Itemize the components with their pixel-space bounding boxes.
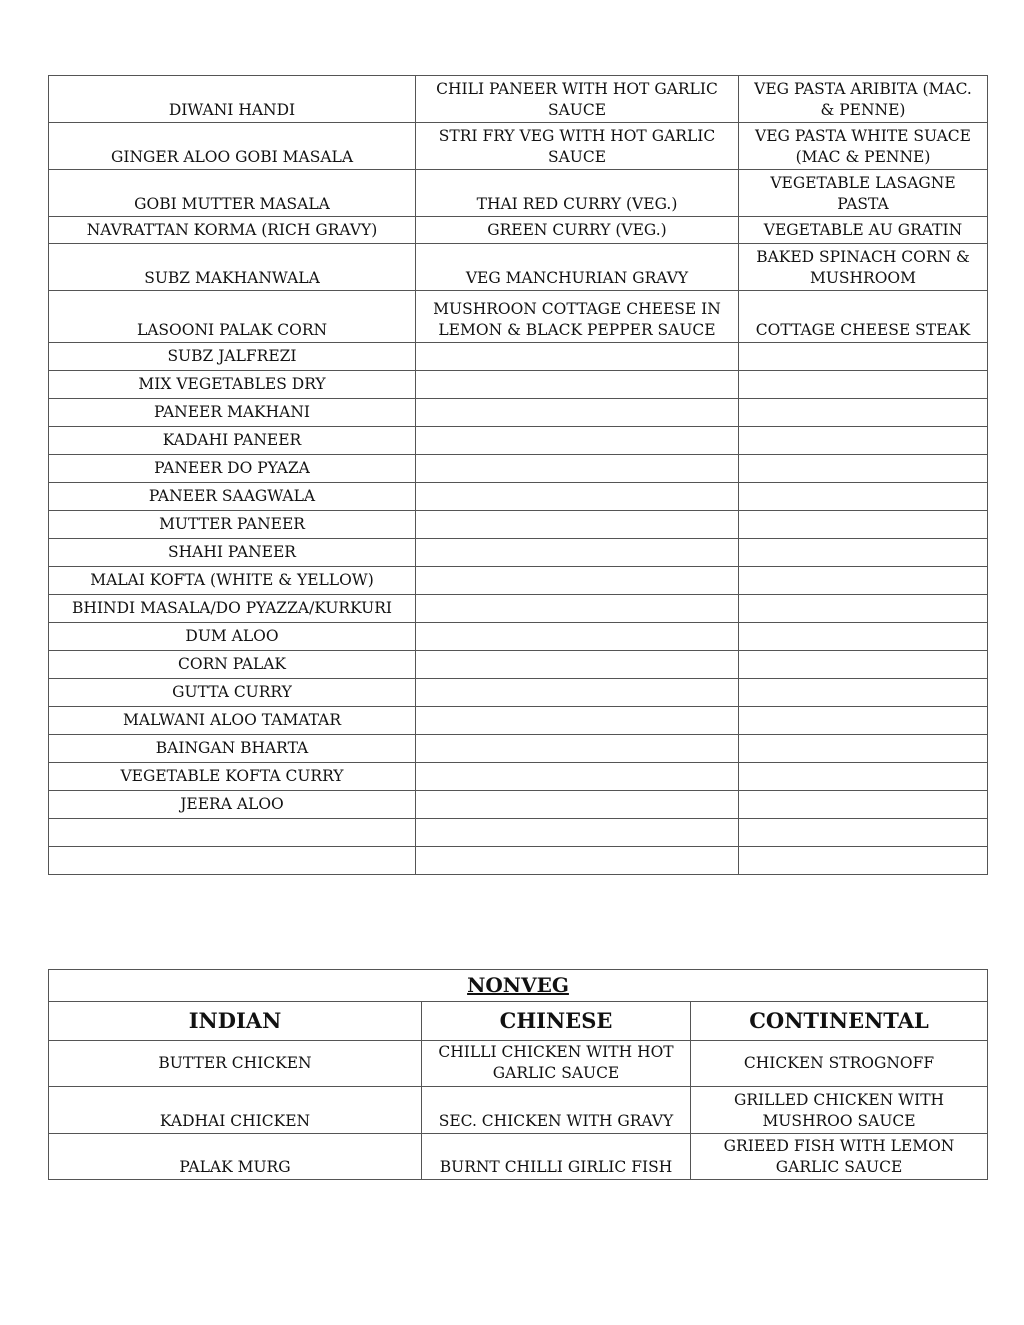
chinese-dish: MUSHROON COTTAGE CHEESE IN LEMON & BLACK PEPPER SAUCE: [416, 291, 739, 343]
table-row: [49, 76, 988, 123]
indian-dish: SUBZ MAKHANWALA: [49, 244, 416, 291]
continental-dish: VEG PASTA WHITE SUACE (MAC & PENNE): [739, 123, 988, 170]
continental-dish: [739, 371, 988, 399]
table-row: [49, 707, 988, 735]
continental-dish: BAKED SPINACH CORN & MUSHROOM: [739, 244, 988, 291]
table-row: [49, 1041, 988, 1087]
chinese-dish: [416, 679, 739, 707]
table-row: [49, 791, 988, 819]
continental-dish: [739, 679, 988, 707]
indian-dish: PANEER MAKHANI: [49, 399, 416, 427]
indian-dish: BHINDI MASALA/DO PYAZZA/KURKURI: [49, 595, 416, 623]
continental-dish: [739, 483, 988, 511]
indian-dish: BUTTER CHICKEN: [49, 1041, 422, 1087]
indian-dish: DUM ALOO: [49, 623, 416, 651]
chinese-dish: [416, 483, 739, 511]
chinese-dish: [416, 707, 739, 735]
chinese-dish: [416, 819, 739, 847]
indian-dish: MUTTER PANEER: [49, 511, 416, 539]
chinese-dish: VEG MANCHURIAN GRAVY: [416, 244, 739, 291]
chinese-dish: [416, 343, 739, 371]
continental-dish: GRIEED FISH WITH LEMON GARLIC SAUCE: [691, 1134, 988, 1180]
chinese-dish: THAI RED CURRY (VEG.): [416, 170, 739, 217]
indian-dish: MALAI KOFTA (WHITE & YELLOW): [49, 567, 416, 595]
table-row: [49, 170, 988, 217]
table-row: [49, 291, 988, 343]
chinese-dish: CHILLI CHICKEN WITH HOT GARLIC SAUCE: [422, 1041, 691, 1087]
continental-dish: VEG PASTA ARIBITA (MAC. & PENNE): [739, 76, 988, 123]
indian-dish: LASOONI PALAK CORN: [49, 291, 416, 343]
continental-dish: GRILLED CHICKEN WITH MUSHROO SAUCE: [691, 1087, 988, 1134]
continental-dish: [739, 427, 988, 455]
veg-menu-table: [48, 75, 988, 875]
indian-dish: SUBZ JALFREZI: [49, 343, 416, 371]
table-row: [49, 244, 988, 291]
continental-dish: [739, 791, 988, 819]
nonveg-title: NONVEG: [49, 970, 988, 1002]
continental-dish: [739, 595, 988, 623]
continental-dish: [739, 511, 988, 539]
table-row: [49, 427, 988, 455]
indian-dish: GINGER ALOO GOBI MASALA: [49, 123, 416, 170]
table-row: [49, 1134, 988, 1180]
continental-dish: [739, 763, 988, 791]
header-chinese: CHINESE: [422, 1002, 691, 1041]
table-row: [49, 371, 988, 399]
table-row: [49, 679, 988, 707]
nonveg-menu-table: [48, 969, 988, 1180]
continental-dish: [739, 651, 988, 679]
table-row: [49, 483, 988, 511]
header-continental: CONTINENTAL: [691, 1002, 988, 1041]
table-row: [49, 399, 988, 427]
indian-dish: DIWANI HANDI: [49, 76, 416, 123]
continental-dish: [739, 623, 988, 651]
continental-dish: CHICKEN STROGNOFF: [691, 1041, 988, 1087]
indian-dish: VEGETABLE KOFTA CURRY: [49, 763, 416, 791]
chinese-dish: [416, 623, 739, 651]
chinese-dish: CHILI PANEER WITH HOT GARLIC SAUCE: [416, 76, 739, 123]
table-row: [49, 763, 988, 791]
table-row: [49, 567, 988, 595]
chinese-dish: [416, 735, 739, 763]
nonveg-title-row: [49, 970, 988, 1002]
table-row: [49, 343, 988, 371]
indian-dish: GUTTA CURRY: [49, 679, 416, 707]
indian-dish: [49, 847, 416, 875]
chinese-dish: [416, 567, 739, 595]
continental-dish: [739, 399, 988, 427]
indian-dish: MALWANI ALOO TAMATAR: [49, 707, 416, 735]
chinese-dish: SEC. CHICKEN WITH GRAVY: [422, 1087, 691, 1134]
chinese-dish: [416, 539, 739, 567]
continental-dish: [739, 707, 988, 735]
table-row: [49, 735, 988, 763]
chinese-dish: [416, 763, 739, 791]
table-row: [49, 623, 988, 651]
chinese-dish: [416, 651, 739, 679]
indian-dish: [49, 819, 416, 847]
table-row: [49, 511, 988, 539]
indian-dish: GOBI MUTTER MASALA: [49, 170, 416, 217]
chinese-dish: [416, 371, 739, 399]
indian-dish: PANEER DO PYAZA: [49, 455, 416, 483]
chinese-dish: BURNT CHILLI GIRLIC FISH: [422, 1134, 691, 1180]
continental-dish: [739, 819, 988, 847]
indian-dish: JEERA ALOO: [49, 791, 416, 819]
table-row: [49, 819, 988, 847]
chinese-dish: [416, 595, 739, 623]
indian-dish: BAINGAN BHARTA: [49, 735, 416, 763]
chinese-dish: [416, 791, 739, 819]
table-row: [49, 595, 988, 623]
chinese-dish: [416, 427, 739, 455]
chinese-dish: [416, 847, 739, 875]
continental-dish: [739, 567, 988, 595]
indian-dish: KADAHI PANEER: [49, 427, 416, 455]
continental-dish: [739, 847, 988, 875]
indian-dish: PALAK MURG: [49, 1134, 422, 1180]
header-indian: INDIAN: [49, 1002, 422, 1041]
continental-dish: [739, 539, 988, 567]
indian-dish: PANEER SAAGWALA: [49, 483, 416, 511]
table-row: [49, 455, 988, 483]
chinese-dish: GREEN CURRY (VEG.): [416, 217, 739, 244]
indian-dish: NAVRATTAN KORMA (RICH GRAVY): [49, 217, 416, 244]
indian-dish: CORN PALAK: [49, 651, 416, 679]
chinese-dish: [416, 511, 739, 539]
continental-dish: VEGETABLE LASAGNE PASTA: [739, 170, 988, 217]
table-row: [49, 123, 988, 170]
table-row: [49, 847, 988, 875]
continental-dish: [739, 343, 988, 371]
indian-dish: KADHAI CHICKEN: [49, 1087, 422, 1134]
chinese-dish: [416, 455, 739, 483]
continental-dish: [739, 735, 988, 763]
table-row: [49, 539, 988, 567]
chinese-dish: STRI FRY VEG WITH HOT GARLIC SAUCE: [416, 123, 739, 170]
continental-dish: [739, 455, 988, 483]
chinese-dish: [416, 399, 739, 427]
continental-dish: COTTAGE CHEESE STEAK: [739, 291, 988, 343]
continental-dish: VEGETABLE AU GRATIN: [739, 217, 988, 244]
table-row: [49, 651, 988, 679]
table-row: [49, 217, 988, 244]
indian-dish: MIX VEGETABLES DRY: [49, 371, 416, 399]
nonveg-header-row: [49, 1002, 988, 1041]
table-row: [49, 1087, 988, 1134]
indian-dish: SHAHI PANEER: [49, 539, 416, 567]
veg-menu-body: [49, 76, 988, 875]
